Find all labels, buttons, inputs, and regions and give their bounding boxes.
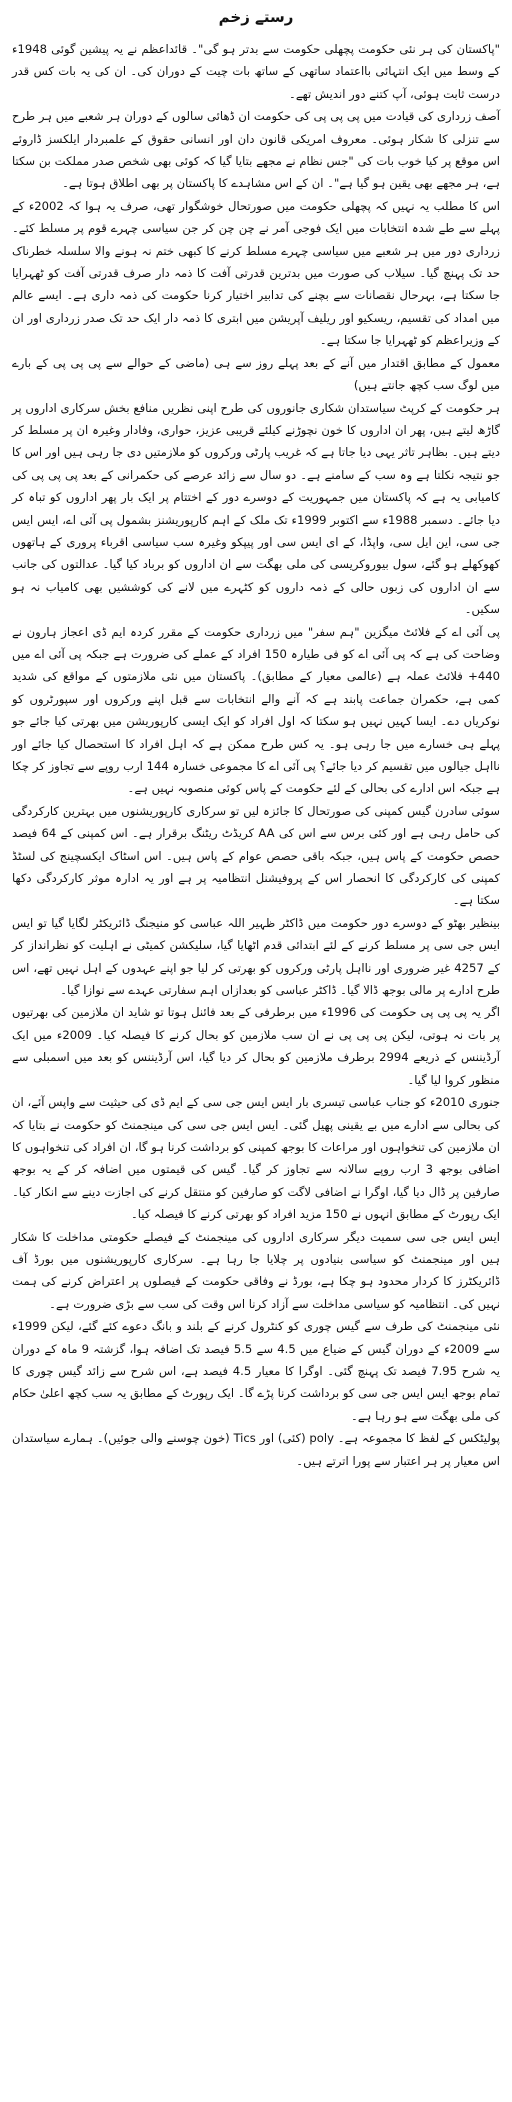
article-paragraph: اگر یہ پی پی پی حکومت کی 1996ء میں برطرفی کے بعد فائنل ہوتا تو شاید ان ملازمین کی بھرتیوں پر بات نہ ہوتی، لیکن پی پی پی نے ان سب ملازمین کو بحال کرنے کا فیصلہ کیا۔ 2009ء میں ایک آرڈیننس کے ذریعے 2994 برطرف ملازمین کو بحال کر دیا گیا، اس آرڈیننس کو بعد میں اسمبلی سے منظور کروا لیا گیا۔ [12, 1005, 501, 1087]
article-paragraph: "پاکستان کی ہر نئی حکومت پچھلی حکومت سے بدتر ہو گی"۔ قائداعظم نے یہ پیشین گوئی 1948ء کے وسط میں ایک انتہائی بااعتماد ساتھی کے ساتھ بات چیت کے دوران کی۔ ان کی یہ بات کس قدر درست ثابت ہوئی، آپ کتنے دور اندیش تھے۔ [12, 42, 500, 101]
article-paragraph: جنوری 2010ء کو جناب عباسی تیسری بار ایس ایس جی سی کے ایم ڈی کی حیثیت سے واپس آئے، ان کی بحالی سے ادارے میں بے یقینی پھیل گئی۔ ایس ایس جی سی کی مینجمنٹ کو حکومت نے بتایا کہ ان ملازمین کی تنخواہوں اور مراعات کا بوجھ کمپنی کو برداشت کرنا ہو گا، ان افراد کی تنخواہوں کا اضافی بوجھ 3 ارب روپے سالانہ سے تجاوز کر گیا۔ گیس کی قیمتوں میں اضافہ کر کے یہ بوجھ صارفین پر ڈال دیا گیا، اوگرا نے اضافی لاگت کو صارفین کو منتقل کرنے کی اجازت دینے سے انکار کیا۔ ایک رپورٹ کے مطابق انہوں نے 150 مزید افراد کو بھرتی کرنے کا فیصلہ کیا۔ [12, 1095, 500, 1222]
article-paragraph: ایس ایس جی سی سمیت دیگر سرکاری اداروں کی مینجمنٹ کے فیصلے حکومتی مداخلت کا شکار ہیں اور مینجمنٹ کو سیاسی بنیادوں پر چلایا جا رہا ہے۔ سرکاری کارپوریشنوں میں بورڈ آف ڈائریکٹرز کا کردار محدود ہو چکا ہے، بورڈ نے وفاقی حکومت کے فیصلوں پر اعتراض کرنے کی ہمت نہیں کی۔ انتظامیہ کو سیاسی مداخلت سے آزاد کرنا اس وقت کی سب سے بڑی ضرورت ہے۔ [12, 1229, 500, 1311]
article-paragraph: آصف زرداری کی قیادت میں پی پی پی کی حکومت ان ڈھائی سالوں کے دوران ہر شعبے میں ہر طرح سے تنزلی کا شکار ہوئی۔ معروف امریکی قانون دان اور انسانی حقوق کے علمبردار ایلکسز ڈاروئے اس موقع پر کیا خوب بات کی "جس نظام نے مجھے بتایا گیا کہ کوئی بھی شخص صدر مملکت بن سکتا ہے، ہر مجھے بھی یقین ہو گیا ہے"۔ ان کے اس مشاہدے کا پاکستان پر بھی اطلاق ہوتا ہے۔ [12, 109, 500, 191]
article-paragraph: معمول کے مطابق اقتدار میں آنے کے بعد پہلے روز سے ہی (ماضی کے حوالے سے پی پی پی کے بارے میں لوگ سب کچھ جانتے ہیں) [12, 355, 500, 393]
article-paragraph: اس کا مطلب یہ نہیں کہ پچھلی حکومت میں صورتحال خوشگوار تھی، صرف یہ ہوا کہ 2002ء کے پہلے سے طے شدہ انتخابات میں ایک فوجی آمر نے چن چن کر جن سیاسی چہرے قوم پر مسلط کئے۔ زرداری دور میں ہر شعبے میں سیاسی چہرے مسلط کرنے کا کبھی ختم نہ ہونے والا سلسلہ خطرناک حد تک پہنچ گیا۔ سیلاب کی صورت میں بدترین قدرتی آفت کا ذمہ دار صرف قدرتی آفت کو ٹھہرایا جا سکتا ہے، بہرحال نقصانات سے بچنے کی تدابیر اختیار کرنا حکومت کی ذمہ داری ہے۔ ایسے عالم میں امداد کی تقسیم، ریسکیو اور ریلیف آپریشن میں ابتری کا ذمہ دار ایک حد تک صدر زرداری اور ان کے وزیراعظم کو ٹھہرایا جا سکتا ہے۔ [12, 198, 500, 348]
article-paragraph: ہر حکومت کے کرپٹ سیاستدان شکاری جانوروں کی طرح اپنی نظریں منافع بخش سرکاری اداروں پر گاڑھ لیتے ہیں، پھر ان اداروں کا خون نچوڑنے کیلئے قریبی عزیز، حواری، وفادار وغیرہ ان پر مسلط کر دیتے ہیں۔ بظاہر تاثر یہی دیا جاتا ہے کہ غریب پارٹی ورکروں کو ملازمتیں دی جا رہی ہیں اور اس کا جو نتیجہ نکلتا ہے وہ سب کے سامنے ہے۔ دو سال سے زائد عرصے کی حکمرانی کے بعد پی پی پی کی کامیابی یہ ہے کہ پاکستان میں جمہوریت کے دوسرے دور کے اختتام پر ایک بار پھر اداروں کو تباہ کر دیا جائے۔ دسمبر 1988ء سے اکتوبر 1999ء تک ملک کے اہم کارپوریشنز بشمول پی آئی اے، ایس ایس جی سی، این ایل سی، واپڈا، کے ای ایس سی اور پیپکو وغیرہ سب سیاسی اقرباء پروری کے ہاتھوں کھوکھلے ہو گئے، سول بیوروکریسی کی ملی بھگت سے ان اداروں کو برباد کیا گیا۔ عدالتوں کی جانب سے ان اداروں کی زبوں حالی کے ذمہ داروں کو کٹہرے میں لانے کی کوششیں بھی کامیاب نہ ہو سکیں۔ [12, 400, 500, 617]
article-title: رستے زخم [218, 8, 294, 26]
article-paragraph: بینظیر بھٹو کے دوسرے دور حکومت میں ڈاکٹر ظہیر اللہ عباسی کو منیجنگ ڈائریکٹر لگایا گیا تو ایس ایس جی سی پر مسلط کرنے کے لئے ابتدائی قدم اٹھایا گیا، سلیکشن کمیٹی نے اہلیت کو نظرانداز کر کے 4257 غیر ضروری اور نااہل پارٹی ورکروں کو بھرتی کر لیا جو اپنے عہدوں کے اہل نہیں تھے، اس طرح ادارے پر مالی بوجھ ڈالا گیا۔ ڈاکٹر عباسی کو بعدازاں اہم سفارتی عہدے سے نوازا گیا۔ [12, 915, 500, 998]
article-paragraph: پولیٹکس کے لفظ کا مجموعہ ہے۔ poly (کئی) اور Tics (خون چوسنے والی جوئیں)۔ ہمارے سیاستدان اس معیار پر ہر اعتبار سے پورا اترتے ہیں۔ [12, 1431, 500, 1468]
article-paragraph: سوئی سادرن گیس کمپنی کی صورتحال کا جائزہ لیں تو سرکاری کارپوریشنوں میں بہترین کارکردگی کی حامل رہی ہے اور کئی برس سے اس کی AA کریڈٹ ریٹنگ برقرار ہے۔ اس کمپنی کے 64 فیصد حصص حکومت کے پاس ہیں، جبکہ باقی حصص عوام کے پاس ہیں۔ اس اسٹاک ایکسچینج کی لسٹڈ کمپنی کی کارکردگی کا انحصار اس کے پروفیشنل انتظامیہ پر ہے اور یہ ادارہ موثر کارکردگی دکھا سکتا ہے۔ [12, 803, 500, 908]
article-paragraph: نئی مینجمنٹ کی طرف سے گیس چوری کو کنٹرول کرنے کے بلند و بانگ دعوے کئے گئے، لیکن 1999ء سے 2009ء کے دوران گیس کے ضیاع میں 4.5 سے 5.5 فیصد تک اضافہ ہوا، گزشتہ 9 ماہ کے دوران یہ شرح 7.95 فیصد تک پہنچ گئی۔ اوگرا کا معیار 4.5 فیصد ہے، اس شرح سے زائد گیس چوری کا تمام بوجھ ایس ایس جی سی کو برداشت کرنا پڑے گا۔ ایک رپورٹ کے مطابق یہ سب کچھ اعلیٰ حکام کی ملی بھگت سے ہو رہا ہے۔ [12, 1319, 501, 1423]
article-paragraph: پی آئی اے کے فلائٹ میگزین "ہم سفر" میں زرداری حکومت کے مقرر کردہ ایم ڈی اعجاز ہارون نے وضاحت کی ہے کہ پی آئی اے کو فی طیارہ 150 افراد کے عملے کی ضرورت ہے جبکہ پی آئی اے میں 440+ فلائٹ عملہ ہے (عالمی معیار کے مطابق)۔ پاکستان میں نئی ملازمتوں کے مواقع کی شدید کمی ہے، حکمران جماعت پابند ہے کہ آنے والے انتخابات سے قبل اپنے ورکروں اور سپورٹروں کو نوکریاں دے۔ ایسا کہیں نہیں ہو سکتا کہ اول افراد کو ایک ایسی کارپوریشن میں بھرتی کیا جائے جو پہلے ہی خسارے میں جا رہی ہو۔ یہ کس طرح ممکن ہے کہ اہل افراد کا استحصال کیا جائے اور نااہل جیالوں میں تقسیم کر دیا جائے؟ پی آئی اے کا مجموعی خسارہ 144 ارب روپے سے تجاوز کر چکا ہے جبکہ اس ادارے کی بحالی کے لئے حکومت کے پاس کوئی منصوبہ نہیں ہے۔ [12, 624, 501, 796]
article-body [12, 38, 500, 1472]
